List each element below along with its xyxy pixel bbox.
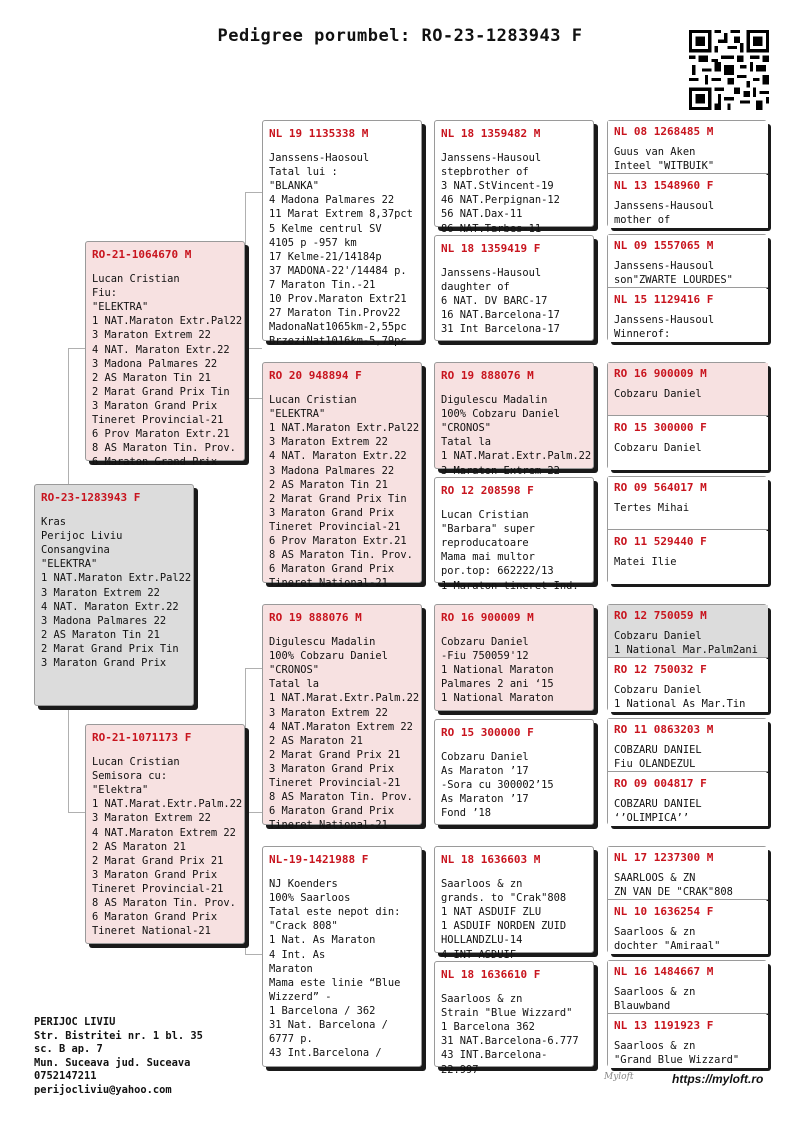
ancestor-cell[interactable] — [608, 773, 768, 826]
father-line: "ELEKTRA" — [92, 301, 149, 314]
ancestor-line: ZN VAN DE "CRAK"808 — [614, 886, 733, 899]
owner-city: Mun. Suceava jud. Suceava — [34, 1056, 191, 1069]
great-grandparent-line: 4 INT ASDUIF — [441, 948, 517, 961]
ancestor-ring: RO 11 529440 F — [614, 535, 707, 548]
great-grandparent-line: Saarloos & zn — [441, 993, 523, 1006]
great-grandparent-line: -Sora cu 300002’15 — [441, 779, 554, 792]
great-grandparent-line: Janssens-Hausoul — [441, 267, 542, 280]
ancestor-ring: NL 17 1237300 M — [614, 851, 714, 864]
great-grandparent-ring: RO 16 900009 M — [441, 611, 534, 624]
great-grandparent-line: As Maraton ’17 — [441, 765, 529, 778]
great-grandparent-line: 1 National Maraton — [441, 692, 554, 705]
grandparent-line: 43 Int.Barcelona / — [269, 1047, 382, 1060]
ancestor-line: 1 National As Mar.Tin — [614, 698, 746, 711]
mother-card[interactable] — [85, 724, 245, 944]
grandparent-line: Mama este linie “Blue — [269, 976, 401, 989]
great-grandparent-card[interactable] — [434, 846, 594, 961]
mother-line: "Elektra" — [92, 784, 149, 797]
ancestor-ring: NL 08 1268485 M — [614, 125, 714, 138]
owner-phone: 0752147211 — [34, 1070, 97, 1082]
great-grandparent-ring: NL 18 1636603 M — [441, 853, 541, 866]
grandparent-line: 10 Prov.Maraton Extr21 — [269, 293, 407, 306]
grandparent-line: 37 MADONA-22'/14484 p. — [269, 264, 407, 277]
great-grandparent-line: "Barbara" super — [441, 523, 535, 536]
grandparent-line: Lucan Cristian — [269, 394, 357, 407]
owner-street: Str. Bistritei nr. 1 bl. 35 — [34, 1029, 203, 1042]
owner-email[interactable]: perijocliviu@yahoo.com — [34, 1083, 172, 1096]
father-line: 4 NAT. Maraton Extr.22 — [92, 343, 230, 356]
ancestor-pair-card — [607, 846, 767, 953]
ancestor-cell[interactable] — [608, 605, 768, 658]
subject-line: 1 NAT.Maraton Extr.Pal22 — [41, 572, 192, 585]
ancestor-cell[interactable] — [608, 417, 768, 470]
father-line: 3 Maraton Grand Prix — [92, 399, 218, 412]
ancestor-line: Janssens-Hausoul — [614, 260, 715, 273]
ancestor-cell[interactable] — [608, 659, 768, 712]
great-grandparent-card[interactable] — [434, 120, 594, 235]
ancestor-cell[interactable] — [608, 121, 768, 174]
grandparent-line: 11 Marat Extrem 8,37pct — [269, 208, 413, 221]
owner-contact — [34, 1016, 203, 1097]
grandparent-line: 8 AS Maraton Tin. Prov. — [269, 549, 413, 562]
great-grandparent-line: 31 NAT.Barcelona-6.777 — [441, 1035, 579, 1048]
great-grandparent-line: Mama mai multor — [441, 551, 535, 564]
grandparent-line: 17 Kelme-21/14184p — [269, 250, 382, 263]
ancestor-line: Cobzaru Daniel — [614, 442, 702, 455]
great-grandparent-line: stepbrother of — [441, 166, 529, 179]
grandparent-line: 27 Maraton Tin.Prov22 — [269, 307, 401, 320]
ancestor-line: Janssens-Hausoul — [614, 200, 715, 213]
great-grandparent-line: As Maraton ’17 — [441, 793, 529, 806]
great-grandparent-line: Cobzaru Daniel — [441, 636, 529, 649]
great-grandparent-line: 1 NAT ASDUIF ZLU — [441, 906, 542, 919]
ancestor-line: "Grand Blue Wizzard" — [614, 1054, 740, 1067]
ancestor-ring: RO 16 900009 M — [614, 367, 707, 380]
ancestor-line: 1 National Mar.Palm2ani — [614, 644, 758, 657]
ancestor-line: COBZARU DANIEL — [614, 744, 702, 757]
subject-line: 4 NAT. Maraton Extr.22 — [41, 600, 179, 613]
ancestor-cell[interactable] — [608, 175, 768, 228]
great-grandparent-line: "CRONOS" — [441, 422, 492, 435]
ancestor-cell[interactable] — [608, 363, 768, 416]
great-grandparent-line: 1 ASDUIF NORDEN ZUID — [441, 920, 567, 933]
grandparent-line: 6 Maraton Grand Prix — [269, 563, 395, 576]
subject-line: Kras — [41, 516, 67, 529]
ancestor-line: SAARLOOS & ZN — [614, 872, 696, 885]
ancestor-cell[interactable] — [608, 719, 768, 772]
ancestor-line: Matei Ilie — [614, 556, 677, 569]
grandparent-line: 1 NAT.Marat.Extr.Palm.22 — [269, 692, 420, 705]
great-grandparent-line: 1 Barcelona 362 — [441, 1021, 535, 1034]
ancestor-line: ‘’OLIMPICA’’ — [614, 812, 690, 825]
subject-line: Consangvina — [41, 544, 110, 557]
great-grandparent-line: 31 Int Barcelona-17 — [441, 323, 560, 336]
subject-line: Perijoc Liviu — [41, 530, 123, 543]
grandparent-line: 4 Madona Palmares 22 — [269, 194, 395, 207]
ancestor-line: Fiu OLANDEZUL — [614, 758, 696, 771]
grandparent-line: 1 Barcelona / 362 — [269, 1004, 376, 1017]
great-grandparent-line: grands. to "Crak"808 — [441, 892, 567, 905]
mother-line: 2 AS Maraton 21 — [92, 840, 186, 853]
grandparent-ring: RO 19 888076 M — [269, 611, 362, 624]
great-grandparent-line: 1 NAT.Marat.Extr.Palm.22 — [441, 450, 592, 463]
grandparent-line: 3 Maraton Extrem 22 — [269, 706, 388, 719]
grandparent-line: MadonaNat1065km-2,55pc — [269, 321, 407, 334]
grandparent-line: 3 Maraton Grand Prix — [269, 506, 395, 519]
mother-line: 2 Marat Grand Prix 21 — [92, 854, 224, 867]
subject-line: 2 Marat Grand Prix Tin — [41, 642, 179, 655]
subject-ring: RO-23-1283943 F — [41, 491, 141, 504]
ancestor-line: Saarloos & zn — [614, 926, 696, 939]
grandparent-line: Tineret National-21 — [269, 577, 388, 590]
ancestor-pair-card — [607, 604, 767, 711]
great-grandparent-ring: NL 18 1359482 M — [441, 127, 541, 140]
ancestor-line: COBZARU DANIEL — [614, 798, 702, 811]
great-grandparent-line: 1 National Maraton — [441, 664, 554, 677]
ancestor-ring: NL 13 1548960 F — [614, 179, 714, 192]
subject-line: "ELEKTRA" — [41, 558, 98, 571]
subject-card[interactable] — [34, 484, 194, 706]
great-grandparent-line: Palmares 2 ani ‘15 — [441, 678, 554, 691]
grandparent-line: "BLANKA" — [269, 180, 320, 193]
great-grandparent-line: Lucan Cristian — [441, 509, 529, 522]
great-grandparent-line: Strain "Blue Wizzard" — [441, 1007, 573, 1020]
ancestor-pair-card — [607, 120, 767, 227]
mother-line: 1 NAT.Marat.Extr.Palm.22 — [92, 798, 243, 811]
great-grandparent-card[interactable] — [434, 235, 594, 341]
grandparent-line: Wizzerd” - — [269, 990, 332, 1003]
myloft-logo: Myloft — [604, 1072, 634, 1082]
ancestor-line: Inteel "WITBUIK" — [614, 160, 715, 173]
grandparent-line: Tatal lui : — [269, 166, 338, 179]
grandparent-line: 5 Kelme centrul SV — [269, 222, 382, 235]
grandparent-line: 8 AS Maraton Tin. Prov. — [269, 791, 413, 804]
great-grandparent-line: Saarloos & zn — [441, 878, 523, 891]
ancestor-pair-card — [607, 718, 767, 825]
great-grandparent-line: HOLLANDZLU-14 — [441, 934, 523, 947]
grandparent-card[interactable] — [262, 604, 422, 832]
ancestor-ring: RO 12 750059 M — [614, 609, 707, 622]
father-line: Tineret Provincial-21 — [92, 414, 224, 427]
great-grandparent-line: Digulescu Madalin — [441, 394, 548, 407]
ancestor-line: Janssens-Hausoul — [614, 314, 715, 327]
great-grandparent-line: por.top: 662222/13 — [441, 565, 554, 578]
grandparent-line: "Crack 808" — [269, 920, 338, 933]
ancestor-cell[interactable] — [608, 289, 768, 342]
mother-line: 8 AS Maraton Tin. Prov. — [92, 897, 236, 910]
mother-line: Lucan Cristian — [92, 756, 180, 769]
website-link[interactable]: https://myloft.ro — [672, 1072, 764, 1086]
owner-name: PERIJOC LIVIU — [34, 1016, 116, 1028]
ancestor-cell[interactable] — [608, 901, 768, 954]
grandparent-line: Janssens-Haosoul — [269, 152, 370, 165]
grandparent-line: 3 Maraton Grand Prix — [269, 762, 395, 775]
grandparent-line: 6 Maraton Grand Prix — [269, 805, 395, 818]
mother-ring: RO-21-1071173 F — [92, 731, 192, 744]
grandparent-line: 6 Prov Maraton Extr.21 — [269, 535, 407, 548]
ancestor-ring: NL 13 1191923 F — [614, 1019, 714, 1032]
grandparent-card[interactable] — [262, 120, 422, 348]
grandparent-line: Tatal este nepot din: — [269, 906, 401, 919]
grandparent-line: 31 Nat. Barcelona / — [269, 1019, 388, 1032]
great-grandparent-ring: RO 19 888076 M — [441, 369, 534, 382]
father-line: 6 Prov Maraton Extr.21 — [92, 428, 230, 441]
subject-line: 3 Maraton Extrem 22 — [41, 586, 160, 599]
grandparent-card[interactable] — [262, 362, 422, 590]
great-grandparent-line: reproducatoare — [441, 537, 529, 550]
grandparent-line: Tatal la — [269, 678, 320, 691]
great-grandparent-card[interactable] — [434, 719, 594, 825]
grandparent-line: 6777 p. — [269, 1033, 313, 1046]
great-grandparent-ring: RO 15 300000 F — [441, 726, 534, 739]
father-line: 3 Maraton Extrem 22 — [92, 329, 211, 342]
ancestor-cell[interactable] — [608, 531, 768, 584]
grandparent-line: "CRONOS" — [269, 664, 320, 677]
subject-line: 3 Madona Palmares 22 — [41, 614, 167, 627]
grandparent-card[interactable] — [262, 846, 422, 1067]
great-grandparent-line: -Fiu 750059'12 — [441, 650, 529, 663]
father-line: Fiu: — [92, 287, 118, 300]
grandparent-line: 2 AS Maraton 21 — [269, 734, 363, 747]
great-grandparent-line: 3 NAT.StVincent-19 — [441, 180, 554, 193]
ancestor-line: Saarloos & zn — [614, 1040, 696, 1053]
mother-line: 3 Maraton Grand Prix — [92, 868, 218, 881]
great-grandparent-line: 86 NAT.Tarbes-11 — [441, 222, 542, 235]
grandparent-line: 7 Maraton Tin.-21 — [269, 278, 376, 291]
grandparent-line: NJ Koenders — [269, 878, 338, 891]
owner-apartment: sc. B ap. 7 — [34, 1043, 103, 1055]
ancestor-ring: NL 09 1557065 M — [614, 239, 714, 252]
grandparent-line: 4105 p -957 km — [269, 236, 357, 249]
grandparent-line: 1 NAT.Maraton Extr.Pal22 — [269, 422, 420, 435]
grandparent-line: 3 Maraton Extrem 22 — [269, 436, 388, 449]
grandparent-line: BrzeziNat1016km-5,79pc — [269, 335, 407, 348]
great-grandparent-line: 22.997 — [441, 1063, 479, 1076]
ancestor-line: Winnerof: — [614, 328, 671, 341]
subject-line: 2 AS Maraton Tin 21 — [41, 628, 160, 641]
great-grandparent-ring: NL 18 1636610 F — [441, 968, 541, 981]
ancestor-line: Guus van Aken — [614, 146, 696, 159]
ancestor-pair-card — [607, 234, 767, 341]
great-grandparent-line: 56 NAT.Dax-11 — [441, 208, 523, 221]
great-grandparent-line: 6 NAT. DV BARC-17 — [441, 295, 548, 308]
grandparent-line: 100% Cobzaru Daniel — [269, 650, 388, 663]
ancestor-cell[interactable] — [608, 847, 768, 900]
father-line: 1 NAT.Maraton Extr.Pal22 — [92, 315, 243, 328]
mother-line: 4 NAT.Maraton Extrem 22 — [92, 826, 236, 839]
great-grandparent-line: 16 NAT.Barcelona-17 — [441, 309, 560, 322]
father-card[interactable] — [85, 241, 245, 469]
great-grandparent-line: 1 Maraton tineret Ind. — [441, 579, 579, 592]
father-line: Lucan Cristian — [92, 273, 180, 286]
father-line: 2 AS Maraton Tin 21 — [92, 371, 211, 384]
grandparent-line: 3 Madona Palmares 22 — [269, 464, 395, 477]
father-ring: RO-21-1064670 M — [92, 248, 192, 261]
ancestor-cell[interactable] — [608, 961, 768, 1014]
grandparent-ring: NL-19-1421988 F — [269, 853, 369, 866]
great-grandparent-line: Tatal la — [441, 436, 492, 449]
grandparent-line: Tineret Provincial-21 — [269, 777, 401, 790]
mother-line: Tineret Provincial-21 — [92, 882, 224, 895]
great-grandparent-line: 100% Cobzaru Daniel — [441, 408, 560, 421]
mother-line: 3 Maraton Extrem 22 — [92, 812, 211, 825]
great-grandparent-line: 43 INT.Barcelona- — [441, 1049, 548, 1062]
grandparent-line: Maraton — [269, 962, 313, 975]
great-grandparent-line: 3 Maraton Extrem 22 — [441, 464, 560, 477]
grandparent-line: 100% Saarloos — [269, 892, 351, 905]
great-grandparent-ring: NL 18 1359419 F — [441, 242, 541, 255]
ancestor-cell[interactable] — [608, 235, 768, 288]
ancestor-line: Blauwband — [614, 1000, 671, 1013]
great-grandparent-card[interactable] — [434, 961, 594, 1076]
ancestor-ring: RO 11 0863203 M — [614, 723, 714, 736]
ancestor-line: Saarloos & zn — [614, 986, 696, 999]
father-line: 3 Madona Palmares 22 — [92, 357, 218, 370]
grandparent-ring: RO 20 948894 F — [269, 369, 362, 382]
ancestor-line: Cobzaru Daniel — [614, 684, 702, 697]
ancestor-ring: RO 09 564017 M — [614, 481, 707, 494]
father-line: 6 Maraton Grand Prix — [92, 456, 218, 469]
grandparent-ring: NL 19 1135338 M — [269, 127, 369, 140]
grandparent-line: 2 Marat Grand Prix 21 — [269, 748, 401, 761]
great-grandparent-line: Janssens-Hausoul — [441, 152, 542, 165]
mother-line: 6 Maraton Grand Prix — [92, 911, 218, 924]
grandparent-line: 2 Marat Grand Prix Tin — [269, 492, 407, 505]
great-grandparent-ring: RO 12 208598 F — [441, 484, 534, 497]
ancestor-line: mother of — [614, 214, 671, 227]
ancestor-ring: NL 15 1129416 F — [614, 293, 714, 306]
great-grandparent-line: Cobzaru Daniel — [441, 751, 529, 764]
grandparent-line: 4 Int. As — [269, 948, 326, 961]
qr-code-icon — [689, 30, 769, 110]
great-grandparent-card[interactable] — [434, 604, 594, 711]
ancestor-ring: NL 16 1484667 M — [614, 965, 714, 978]
page-title: Pedigree porumbel: RO-23-1283943 F — [217, 26, 583, 46]
grandparent-line: 2 AS Maraton Tin 21 — [269, 478, 388, 491]
great-grandparent-card[interactable] — [434, 477, 594, 592]
ancestor-line: Cobzaru Daniel — [614, 630, 702, 643]
mother-line: Semisora cu: — [92, 770, 168, 783]
ancestor-pair-card — [607, 960, 767, 1067]
great-grandparent-line: daughter of — [441, 281, 510, 294]
ancestor-cell[interactable] — [608, 1015, 768, 1068]
father-line: 2 Marat Grand Prix Tin — [92, 385, 230, 398]
ancestor-pair-card — [607, 476, 767, 583]
ancestor-line: dochter "Amiraal" — [614, 940, 721, 953]
ancestor-pair-card — [607, 362, 767, 469]
ancestor-line: Cobzaru Daniel — [614, 388, 702, 401]
grandparent-line: Tineret Provincial-21 — [269, 520, 401, 533]
father-line: 8 AS Maraton Tin. Prov. — [92, 442, 236, 455]
ancestor-ring: RO 15 300000 F — [614, 421, 707, 434]
grandparent-line: Tineret National-21 — [269, 819, 388, 832]
great-grandparent-card[interactable] — [434, 362, 594, 477]
ancestor-ring: NL 10 1636254 F — [614, 905, 714, 918]
ancestor-cell[interactable] — [608, 477, 768, 530]
grandparent-line: 4 NAT.Maraton Extrem 22 — [269, 720, 413, 733]
subject-line: 3 Maraton Grand Prix — [41, 657, 167, 670]
grandparent-line: 1 Nat. As Maraton — [269, 934, 376, 947]
mother-line: Tineret National-21 — [92, 925, 211, 938]
grandparent-line: "ELEKTRA" — [269, 408, 326, 421]
ancestor-ring: RO 12 750032 F — [614, 663, 707, 676]
great-grandparent-line: 46 NAT.Perpignan-12 — [441, 194, 560, 207]
ancestor-line: Tertes Mihai — [614, 502, 690, 515]
grandparent-line: Digulescu Madalin — [269, 636, 376, 649]
grandparent-line: 4 NAT. Maraton Extr.22 — [269, 450, 407, 463]
ancestor-ring: RO 09 004817 F — [614, 777, 707, 790]
ancestor-line: son"ZWARTE LOURDES" — [614, 274, 733, 287]
great-grandparent-line: Fond ’18 — [441, 807, 492, 820]
